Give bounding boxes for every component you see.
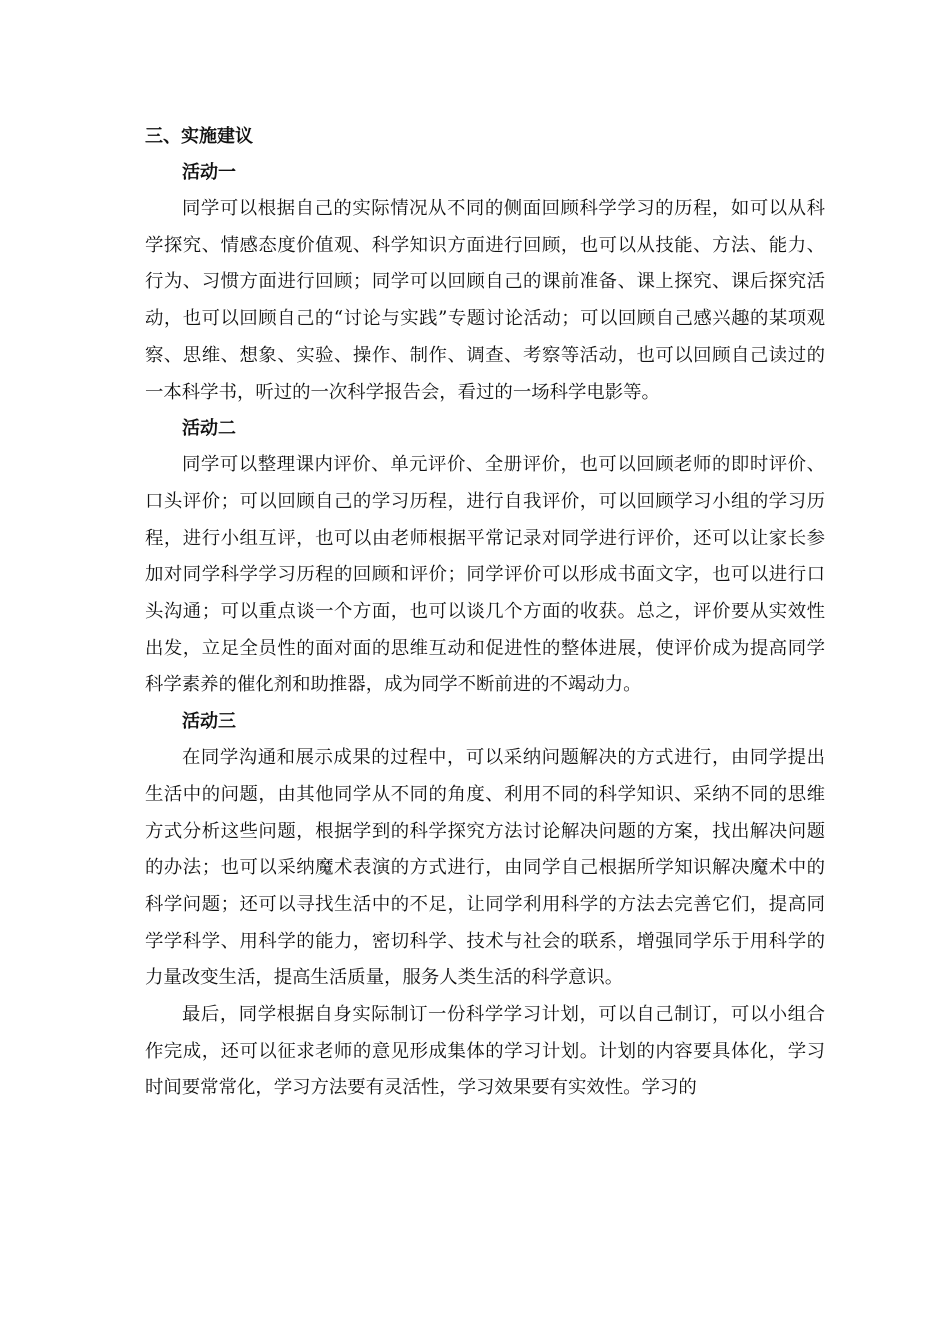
activity-1-paragraph: 同学可以根据自己的实际情况从不同的侧面回顾科学学习的历程，如可以从科学探究、情感态度价值观、科学知识方面进行回顾，也可以从技能、方法、能力、行为、习惯方面进行回顾；同学可以回顾自己的课前准备、课上探究、课后探究活动，也可以回顾自己的“讨论与实践”专题讨论活动；可以回顾自己感兴趣的某项观察、思维、想象、实验、操作、制作、调查、考察等活动，也可以回顾自己读过的一本科学书，听过的一次科学报告会，看过的一场科学电影等。 [145,198,825,403]
activity-2-title: 活动二 [182,418,236,440]
activity-3-paragraph: 在同学沟通和展示成果的过程中，可以采纳问题解决的方式进行，由同学提出生活中的问题，由其他同学从不同的角度、利用不同的科学知识、采纳不同的思维方式分析这些问题，根据学到的科学探究方法讨论解决问题的方案，找出解决问题的办法；也可以采纳魔术表演的方式进行，由同学自己根据所学知识解决魔术中的科学问题；还可以寻找生活中的不足，让同学利用科学的方法去完善它们，提高同学学科学、用科学的能力，密切科学、技术与社会的联系，增强同学乐于用科学的力量改变生活，提高生活质量，服务人类生活的科学意识。 [145,747,825,989]
section-title: 三、实施建议 [145,126,253,147]
activity-1-title: 活动一 [182,162,236,183]
activity-3-title: 活动三 [182,711,236,733]
document-page [145,119,825,1107]
closing-paragraph: 最后，同学根据自身实际制订一份科学学习计划，可以自己制订，可以小组合作完成，还可以征求老师的意见形成集体的学习计划。计划的内容要具体化，学习时间要常常化，学习方法要有灵活性，学习效果要有实效性。学习的 [145,1004,825,1099]
activity-2-paragraph: 同学可以整理课内评价、单元评价、全册评价，也可以回顾老师的即时评价、口头评价；可以回顾自己的学习历程，进行自我评价，可以回顾学习小组的学习历程，进行小组互评，也可以由老师根据平常记录对同学进行评价，还可以让家长参加对同学科学学习历程的回顾和评价；同学评价可以形成书面文字，也可以进行口头沟通；可以重点谈一个方面，也可以谈几个方面的收获。总之，评价要从实效性出发，立足全员性的面对面的思维互动和促进性的整体进展，使评价成为提高同学科学素养的催化剂和助推器，成为同学不断前进的不竭动力。 [145,454,825,696]
